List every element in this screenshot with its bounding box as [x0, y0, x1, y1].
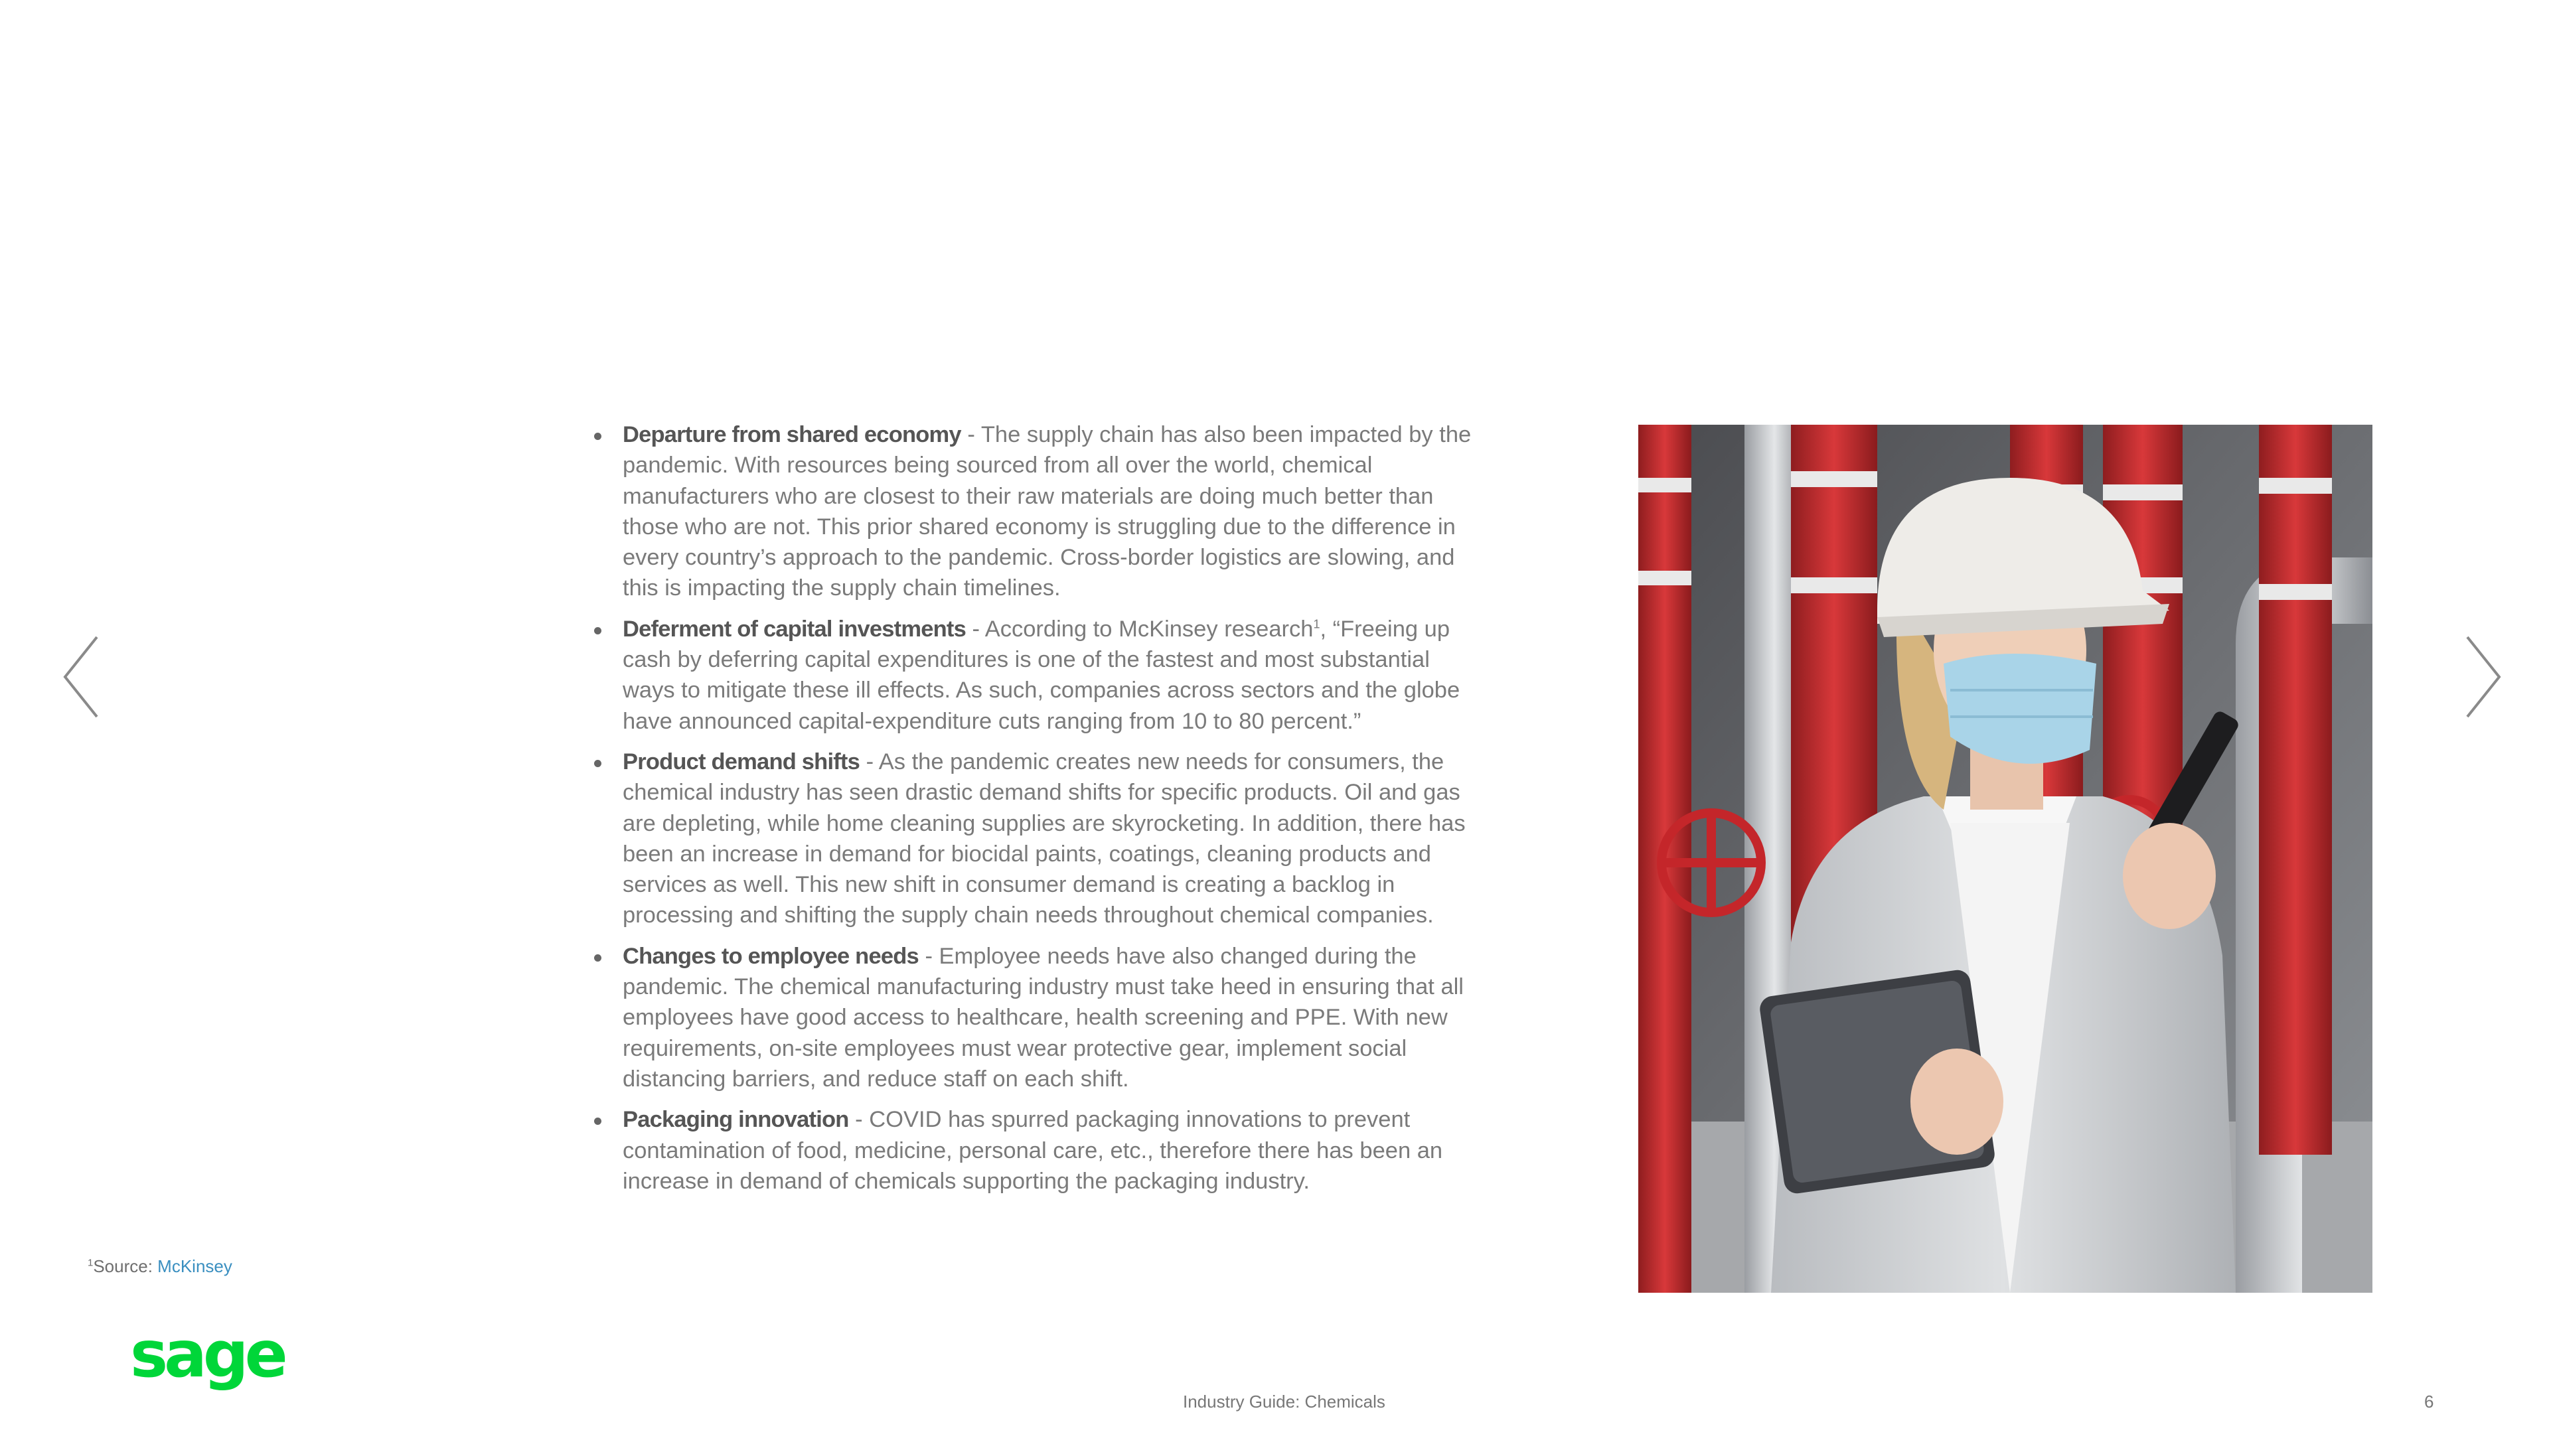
- footnote: [88, 1256, 232, 1277]
- bullet-text: - The supply chain has also been impacted by the pandemic. With resources being sourced from all over the world, chemical manufacturers who are closest to their raw materials are doing much better than those who are not. This prior shared economy is struggling due to the difference in every country’s approach to the pandemic. Cross-border logistics are slowing, and this is impacting the supply chain timelines.: [623, 422, 1472, 601]
- bullet-lead: Deferment of capital investments: [623, 616, 966, 642]
- footnote-number: 1: [88, 1257, 94, 1269]
- bullet-lead: Departure from shared economy: [623, 422, 961, 447]
- bullet-text: - COVID has spurred packaging innovations to prevent contamination of food, medicine, personal care, etc., therefore there has been an increase in demand of chemicals supporting the packaging industry.: [623, 1107, 1443, 1194]
- sage-logo-icon: [130, 1330, 289, 1403]
- list-item: [589, 419, 1472, 604]
- bullet-lead: Changes to employee needs: [623, 943, 919, 969]
- list-item: [589, 1104, 1472, 1197]
- chevron-right-icon: [2459, 630, 2506, 723]
- photo-illustration: [1638, 425, 2372, 1293]
- footnote-label: Source:: [93, 1256, 158, 1276]
- footer-title: Industry Guide: Chemicals: [1183, 1392, 1385, 1412]
- logo-text: sage: [130, 1330, 284, 1392]
- page-number: 6: [2424, 1392, 2434, 1412]
- bullet-lead: Product demand shifts: [623, 749, 860, 774]
- mckinsey-link[interactable]: McKinsey: [157, 1256, 232, 1276]
- bullet-lead: Packaging innovation: [623, 1107, 849, 1133]
- next-page-button[interactable]: [2459, 630, 2506, 723]
- bullet-text: , “Freeing up cash by deferring capital expenditures is one of the fastest and most substantial ways to mitigate these ill effects. As such, companies across sectors and the globe have announced capital-expenditure cuts ranging from 10 to 80 percent.”: [623, 616, 1460, 734]
- bullet-text: - Employee needs have also changed during the pandemic. The chemical manufacturing industry must take heed in ensuring that all employees have good access to healthcare, health screening and PPE. With new requirements, on-site employees must wear protective gear, implement social distancing barriers, and reduce staff on each shift.: [623, 943, 1464, 1092]
- bullet-list: [589, 419, 1472, 1206]
- list-item: [589, 941, 1472, 1094]
- sage-logo: [130, 1330, 289, 1403]
- list-item: [589, 747, 1472, 931]
- list-item: [589, 614, 1472, 737]
- footnote-reference: 1: [1313, 617, 1320, 631]
- engineer-photo: [1638, 425, 2372, 1293]
- previous-page-button[interactable]: [58, 630, 105, 723]
- bullet-text: - As the pandemic creates new needs for consumers, the chemical industry has seen drastic demand shifts for specific products. Oil and gas are depleting, while home cleaning supplies are skyrocketing. In addition, there has been an increase in demand for biocidal paints, coatings, cleaning products and services as well. This new shift in consumer demand is creating a backlog in processing and shifting the supply chain needs throughout chemical companies.: [623, 749, 1466, 928]
- bullet-text: - According to McKinsey research: [965, 616, 1314, 642]
- chevron-left-icon: [58, 630, 105, 723]
